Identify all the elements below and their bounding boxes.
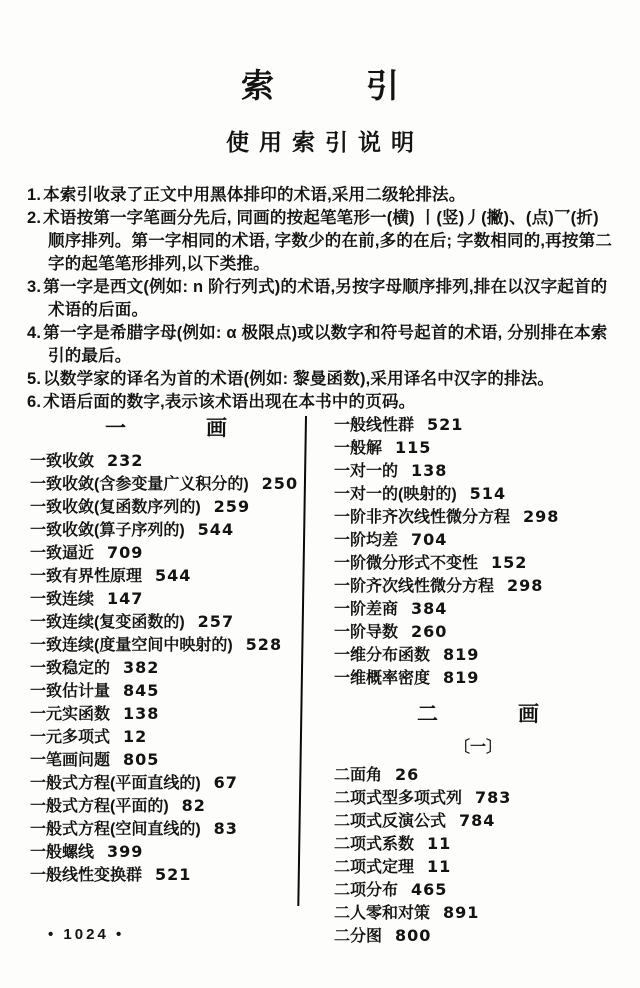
entry-term: 二项式反演公式 — [334, 813, 447, 830]
entry-term: 一般式方程(空间直线的) — [30, 821, 201, 838]
page-title — [0, 60, 640, 107]
title-char-right: 引 — [366, 67, 399, 104]
entry-term: 一阶齐次线性微分方程 — [334, 578, 495, 595]
index-entry — [334, 810, 622, 833]
note-text: 第一字是西文(例如: n 阶行列式)的术语,另按字母顺序排列,排在以汉字起首的术语的后面。 — [43, 278, 608, 319]
index-entry — [30, 542, 302, 565]
index-entry — [334, 529, 622, 552]
entry-page-number: 298 — [523, 507, 560, 526]
index-entry — [334, 787, 622, 810]
entry-term: 一致有界性原理 — [30, 568, 143, 585]
entry-page-number: 528 — [245, 635, 283, 654]
index-entry — [334, 598, 622, 621]
entry-term: 二人零和对策 — [334, 905, 431, 922]
index-column-right — [334, 414, 622, 948]
note-text: 本索引收录了正文中用黑体排印的术语,采用二级轮排法。 — [43, 186, 466, 204]
index-entries-right-two-stroke — [334, 764, 622, 948]
entry-page-number: 783 — [475, 788, 512, 807]
entry-term: 一阶均差 — [334, 532, 399, 549]
entry-page-number: 138 — [411, 461, 448, 480]
entry-page-number: 259 — [213, 497, 251, 516]
entry-term: 一对一的 — [334, 463, 399, 480]
index-entry — [30, 795, 302, 818]
note-number: 2. — [27, 209, 42, 227]
entry-page-number: 521 — [427, 415, 464, 434]
entry-page-number: 891 — [443, 903, 480, 922]
index-entry — [334, 552, 622, 575]
entry-term: 一致收敛(复函数序列的) — [30, 499, 201, 516]
entry-term: 一般线性变换群 — [30, 867, 143, 884]
entry-term: 一致连续(度量空间中映射的) — [30, 637, 233, 654]
section-two-char-left: 二 — [417, 703, 438, 726]
entry-page-number: 399 — [107, 842, 144, 861]
entry-term: 二面角 — [334, 767, 383, 784]
entry-page-number: 11 — [427, 857, 452, 876]
entry-term: 一致收敛(算子序列的) — [30, 522, 185, 539]
usage-note — [27, 368, 615, 391]
entry-page-number: 152 — [491, 553, 528, 572]
index-column-left — [30, 414, 302, 948]
index-entry — [30, 565, 302, 588]
index-entry — [334, 925, 622, 948]
entry-page-number: 819 — [443, 668, 480, 687]
index-entry — [30, 450, 302, 473]
entry-page-number: 12 — [123, 727, 148, 746]
entry-page-number: 147 — [107, 589, 144, 608]
entry-term: 一笔画问题 — [30, 752, 111, 769]
usage-note — [27, 391, 615, 414]
index-entry — [30, 519, 302, 542]
entry-term: 一般式方程(平面的) — [30, 798, 169, 815]
index-entry — [30, 864, 302, 887]
entry-page-number: 115 — [395, 438, 432, 457]
entry-term: 一般线性群 — [334, 417, 415, 434]
index-entry — [30, 496, 302, 519]
section-two-char-right: 画 — [518, 703, 539, 726]
entry-page-number: 845 — [123, 681, 160, 700]
entry-term: 一般解 — [334, 440, 383, 457]
index-entry — [30, 473, 302, 496]
entry-page-number: 83 — [213, 819, 238, 838]
index-entry — [334, 667, 622, 690]
note-text: 术语后面的数字,表示该术语出现在本书中的页码。 — [43, 393, 416, 411]
section-header-two-stroke — [334, 700, 622, 730]
entry-page-number: 384 — [411, 599, 448, 618]
entry-term: 一致收敛(含参变量广义积分的) — [30, 476, 249, 493]
index-entry — [334, 902, 622, 925]
note-text: 以数学家的译名为首的术语(例如: 黎曼函数),采用译名中汉字的排法。 — [43, 370, 555, 388]
index-entry — [30, 611, 302, 634]
entry-page-number: 11 — [427, 834, 452, 853]
index-columns — [30, 414, 622, 948]
index-entry — [30, 680, 302, 703]
entry-term: 二项式系数 — [334, 836, 415, 853]
usage-note — [27, 207, 615, 276]
entry-page-number: 704 — [411, 530, 448, 549]
entry-term: 一致稳定的 — [30, 660, 111, 677]
entry-page-number: 250 — [261, 474, 299, 493]
entry-page-number: 544 — [155, 566, 192, 585]
entry-page-number: 819 — [443, 645, 480, 664]
entry-page-number: 382 — [123, 658, 160, 677]
usage-note — [27, 276, 615, 322]
index-entry — [30, 818, 302, 841]
entry-term: 二项分布 — [334, 882, 399, 899]
note-number: 4. — [27, 324, 42, 342]
entry-page-number: 298 — [507, 576, 544, 595]
entry-page-number: 260 — [411, 622, 448, 641]
note-text: 术语按第一字笔画分先后, 同画的按起笔笔形一(横) 丨(竖)丿(撇)、(点)乛(折)顺序排列。第一字相同的术语, 字数少的在前,多的在后; 字数相同的,再按第二字的起笔笔形排列,以下类推。 — [43, 209, 613, 273]
index-entry — [334, 414, 622, 437]
entry-term: 一元实函数 — [30, 706, 111, 723]
section-header-one-stroke — [30, 414, 302, 444]
page-subtitle: 使用索引说明 — [226, 129, 424, 155]
section-two-stroke — [334, 700, 622, 948]
note-number: 1. — [27, 186, 42, 204]
index-entry — [30, 749, 302, 772]
index-entry — [30, 657, 302, 680]
index-entry — [334, 621, 622, 644]
entry-term: 一对一的(映射的) — [334, 486, 457, 503]
entry-page-number: 800 — [395, 926, 432, 945]
index-entry — [334, 506, 622, 529]
entry-page-number: 709 — [107, 543, 144, 562]
index-entry — [334, 575, 622, 598]
usage-note — [27, 184, 615, 207]
index-entry — [30, 634, 302, 657]
entry-page-number: 544 — [197, 520, 235, 539]
note-text: 第一字是希腊字母(例如: α 极限点)或以数字和符号起首的术语, 分别排在本索引的最后。 — [43, 324, 608, 365]
entry-page-number: 257 — [197, 612, 235, 631]
entry-term: 一致收敛 — [30, 453, 95, 470]
index-entry — [30, 841, 302, 864]
entry-term: 一阶导数 — [334, 624, 399, 641]
index-entry — [334, 437, 622, 460]
entry-term: 二项式型多项式列 — [334, 790, 463, 807]
entry-term: 一致估计量 — [30, 683, 111, 700]
entry-term: 一般螺线 — [30, 844, 95, 861]
index-entry — [334, 483, 622, 506]
page-number: • 1024 • — [48, 926, 125, 943]
note-number: 5. — [27, 370, 42, 388]
subsection-header-horizontal-stroke: 〔一〕 — [453, 739, 502, 756]
entry-term: 一阶微分形式不变性 — [334, 555, 479, 572]
index-entry — [30, 588, 302, 611]
section-one-char-left: 一 — [105, 417, 126, 440]
index-entry — [334, 833, 622, 856]
section-one-char-right: 画 — [206, 417, 227, 440]
entry-page-number: 465 — [411, 880, 448, 899]
entry-page-number: 805 — [123, 750, 160, 769]
index-entries-right-one-stroke — [334, 414, 622, 690]
entry-page-number: 26 — [395, 765, 420, 784]
entry-page-number: 784 — [459, 811, 496, 830]
entry-term: 一阶非齐次线性微分方程 — [334, 509, 511, 526]
entry-term: 一维概率密度 — [334, 670, 431, 687]
index-entry — [334, 879, 622, 902]
index-entry — [334, 764, 622, 787]
note-number: 3. — [27, 278, 42, 296]
entry-page-number: 82 — [181, 796, 206, 815]
entry-page-number: 514 — [469, 484, 507, 503]
index-entries-left — [30, 450, 302, 887]
title-char-left: 索 — [241, 67, 274, 104]
entry-page-number: 67 — [213, 773, 238, 792]
note-number: 6. — [27, 393, 42, 411]
index-entry — [334, 460, 622, 483]
entry-page-number: 521 — [155, 865, 192, 884]
index-entry — [334, 856, 622, 879]
index-entry — [30, 772, 302, 795]
index-entry — [334, 644, 622, 667]
entry-term: 一阶差商 — [334, 601, 399, 618]
entry-term: 一元多项式 — [30, 729, 111, 746]
entry-term: 一般式方程(平面直线的) — [30, 775, 201, 792]
entry-term: 二项式定理 — [334, 859, 415, 876]
entry-page-number: 232 — [107, 451, 144, 470]
entry-page-number: 138 — [123, 704, 160, 723]
usage-notes-list — [27, 184, 615, 414]
entry-term: 一维分布函数 — [334, 647, 431, 664]
entry-term: 一致逼近 — [30, 545, 95, 562]
index-entry — [30, 726, 302, 749]
entry-term: 二分图 — [334, 928, 383, 945]
entry-term: 一致连续(复变函数的) — [30, 614, 185, 631]
entry-term: 一致连续 — [30, 591, 95, 608]
usage-note — [27, 322, 615, 368]
index-entry — [30, 703, 302, 726]
